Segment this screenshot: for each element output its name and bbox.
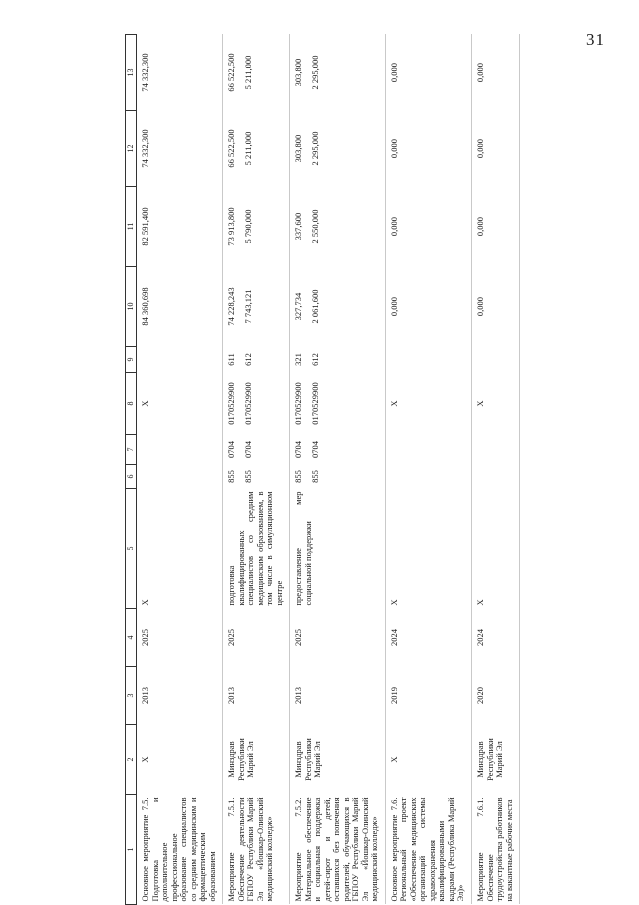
page-number: 31 (586, 30, 605, 49)
cell-c6 (223, 465, 290, 489)
cell-c12 (471, 111, 519, 187)
cell-value: 2 061,600 (309, 289, 320, 324)
cell-value: 611 (226, 353, 237, 366)
cell-c7 (223, 435, 290, 465)
cell-c11 (290, 187, 386, 267)
cell-c6 (385, 465, 471, 489)
cell-value: 0,000 (474, 296, 485, 317)
cell-value: 82 591,400 (140, 207, 150, 246)
cell-value: 2 295,000 (309, 55, 320, 90)
cell-c11 (385, 187, 471, 267)
header-cell-9: 9 (126, 347, 137, 373)
cell-value: 0170529900 (309, 382, 320, 425)
cell-c10 (385, 267, 471, 347)
header-cell-10: 10 (126, 267, 137, 347)
table-row (471, 35, 519, 905)
cell-value: 0,000 (388, 138, 399, 159)
cell-c8 (385, 373, 471, 435)
cell-value: 303,800 (293, 58, 304, 87)
cell-c4: 2025 (223, 609, 290, 667)
cell-value: 73 913,800 (226, 207, 237, 246)
cell-value: 66 522,500 (226, 129, 237, 168)
cell-value: 84 360,698 (140, 287, 150, 326)
cell-value: 855 (309, 470, 320, 483)
cell-value: 0704 (226, 441, 237, 458)
table-row (223, 35, 290, 905)
cell-c7 (137, 435, 223, 465)
cell-c1: Основное мероприятие 7.5. Подготовка и дополнительное профессиональное образование специалистов со средним медицинским и фармацевтическим образованием (137, 795, 223, 905)
cell-c6 (137, 465, 223, 489)
cell-value: 7 743,121 (242, 289, 253, 324)
cell-c5: предоставление мер социальной поддержки (290, 489, 386, 609)
cell-value: 2 295,000 (309, 131, 320, 166)
cell-c9 (385, 347, 471, 373)
budget-table (125, 34, 520, 905)
cell-c11 (223, 187, 290, 267)
cell-c12 (223, 111, 290, 187)
cell-c13 (290, 35, 386, 111)
cell-value: 612 (309, 353, 320, 366)
cell-value: 0170529900 (293, 382, 304, 425)
cell-c13 (223, 35, 290, 111)
cell-c13 (471, 35, 519, 111)
cell-value: 0170529900 (226, 382, 237, 425)
cell-value: 0,000 (388, 216, 399, 237)
cell-c5: X (137, 489, 223, 609)
header-cell-3: 3 (126, 667, 137, 725)
cell-c13 (137, 35, 223, 111)
header-cell-8: 8 (126, 373, 137, 435)
cell-c9 (471, 347, 519, 373)
header-cell-12: 12 (126, 111, 137, 187)
cell-c2: X (385, 725, 471, 795)
table-row (385, 35, 471, 905)
cell-value: 855 (293, 470, 304, 483)
cell-value: 66 522,500 (226, 53, 237, 92)
header-cell-6: 6 (126, 465, 137, 489)
cell-c1: Мероприятие 7.5.2. Материальное обеспечение и социальная поддержка детей-сирот и детей, оставшихся без попечения родителей, обучающихся в ГБПОУ Республики Марий Эл «Йошкар-Олинский медицинский колледж» (290, 795, 386, 905)
cell-c5: X (471, 489, 519, 609)
cell-value: 2 550,000 (309, 209, 320, 244)
cell-c8 (137, 373, 223, 435)
cell-value: 5 211,000 (242, 131, 253, 166)
cell-c12 (137, 111, 223, 187)
cell-value: 327,734 (293, 292, 304, 321)
cell-value: 5 790,000 (242, 209, 253, 244)
cell-c6 (471, 465, 519, 489)
cell-value: 0,000 (388, 62, 399, 83)
cell-value: 74 228,243 (226, 287, 237, 326)
cell-c7 (471, 435, 519, 465)
cell-c2: Минздрав Республики Марий Эл (290, 725, 386, 795)
cell-value: 612 (242, 353, 253, 366)
cell-c1: Основное мероприятие 7.6. Региональный проект «Обеспечение медицинских организаций системы здравоохранения квалифицированными кадрами (Республика Марий Эл)» (385, 795, 471, 905)
cell-c13 (385, 35, 471, 111)
cell-c2: Минздрав Республики Марий Эл (471, 725, 519, 795)
cell-c10 (471, 267, 519, 347)
cell-c9 (223, 347, 290, 373)
cell-c4: 2024 (471, 609, 519, 667)
cell-c3: 2013 (290, 667, 386, 725)
cell-value: X (140, 400, 150, 407)
cell-c10 (137, 267, 223, 347)
rotated-table-sheet (125, 35, 630, 905)
cell-value: 337,600 (293, 212, 304, 241)
header-cell-4: 4 (126, 609, 137, 667)
table-row (290, 35, 386, 905)
cell-c1: Мероприятие 7.5.1. Обеспечение деятельности ГБПОУ Республики Марий Эл «Йошкар-Олинский медицинский колледж» (223, 795, 290, 905)
cell-c2: X (137, 725, 223, 795)
header-cell-7: 7 (126, 435, 137, 465)
cell-c3: 2019 (385, 667, 471, 725)
cell-value: 0704 (242, 441, 253, 458)
header-row (126, 35, 137, 905)
header-cell-5: 5 (126, 489, 137, 609)
cell-value: X (474, 400, 485, 407)
cell-c7 (385, 435, 471, 465)
cell-c8 (290, 373, 386, 435)
cell-c10 (290, 267, 386, 347)
cell-value: 0,000 (474, 62, 485, 83)
cell-value: 0,000 (388, 296, 399, 317)
cell-value: 0704 (293, 441, 304, 458)
header-cell-2: 2 (126, 725, 137, 795)
cell-c5: X (385, 489, 471, 609)
cell-value: 855 (226, 470, 237, 483)
cell-c12 (385, 111, 471, 187)
cell-c9 (137, 347, 223, 373)
cell-c2: Минздрав Республики Марий Эл (223, 725, 290, 795)
cell-c11 (471, 187, 519, 267)
cell-c9 (290, 347, 386, 373)
header-cell-1: 1 (126, 795, 137, 905)
cell-c3: 2013 (137, 667, 223, 725)
table-body (137, 35, 520, 905)
cell-value: 0,000 (474, 138, 485, 159)
cell-c4: 2025 (137, 609, 223, 667)
cell-c3: 2020 (471, 667, 519, 725)
cell-value: 0,000 (474, 216, 485, 237)
cell-c6 (290, 465, 386, 489)
cell-c8 (471, 373, 519, 435)
cell-c8 (223, 373, 290, 435)
cell-value: 855 (242, 470, 253, 483)
cell-c12 (290, 111, 386, 187)
cell-value: X (388, 400, 399, 407)
cell-value: 74 332,300 (140, 129, 150, 168)
cell-value: 0170529900 (242, 382, 253, 425)
cell-c3: 2013 (223, 667, 290, 725)
cell-value: 74 332,300 (140, 53, 150, 92)
cell-c1: Мероприятие 7.6.1. Обеспечение трудоустройства работников на вакантные рабочие места (471, 795, 519, 905)
cell-value: 321 (293, 353, 304, 366)
cell-c4: 2024 (385, 609, 471, 667)
cell-value: 0704 (309, 441, 320, 458)
header-cell-13: 13 (126, 35, 137, 111)
header-cell-11: 11 (126, 187, 137, 267)
cell-c11 (137, 187, 223, 267)
cell-value: 5 211,000 (242, 55, 253, 90)
cell-c7 (290, 435, 386, 465)
cell-value: 303,800 (293, 134, 304, 163)
cell-c5: подготовка квалифицированных специалистов со средним медицинским образованием, в том числе в симуляционном центре (223, 489, 290, 609)
table-row (137, 35, 223, 905)
cell-c4: 2025 (290, 609, 386, 667)
cell-c10 (223, 267, 290, 347)
